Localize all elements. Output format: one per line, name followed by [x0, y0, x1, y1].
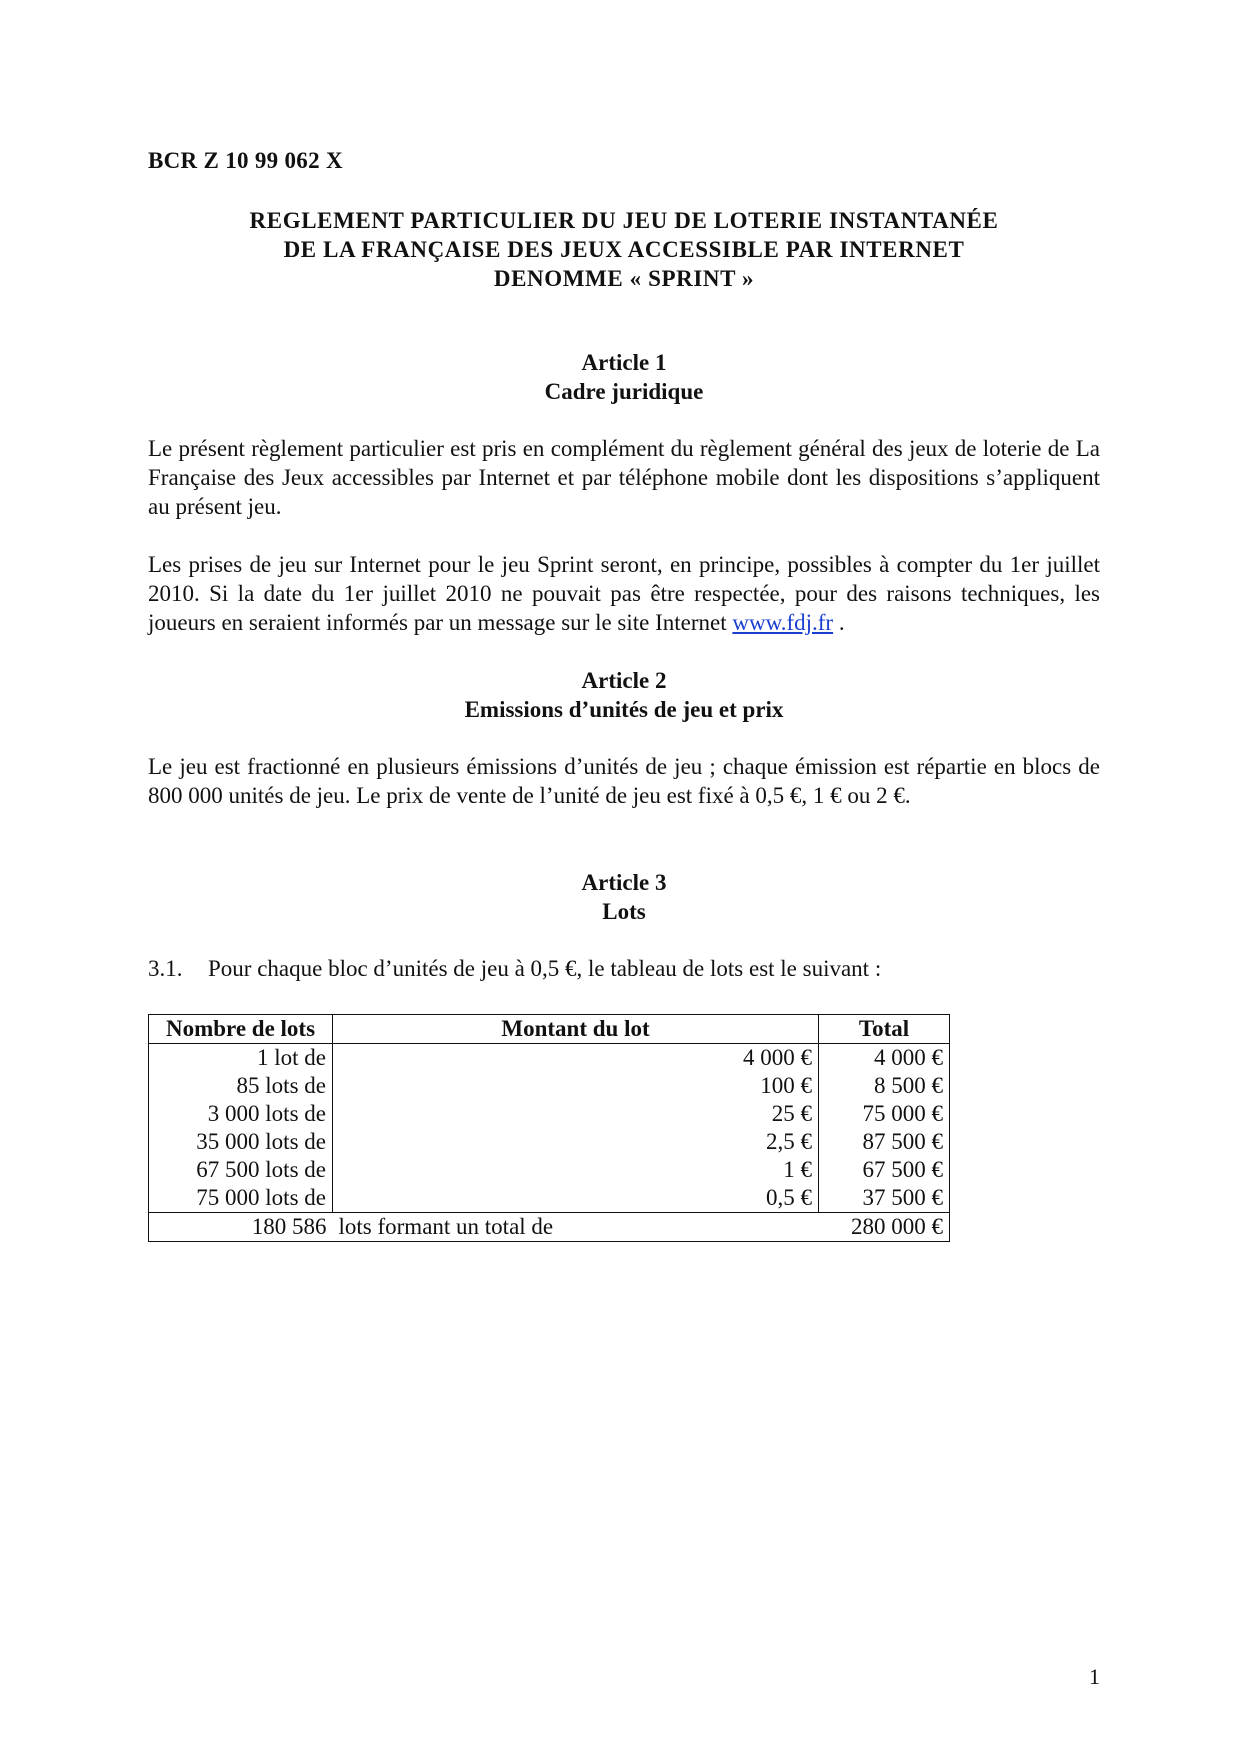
total-label: lots formant un total de: [333, 1213, 819, 1242]
article-1-paragraph-2: [148, 550, 1100, 637]
total-count: 180 586: [149, 1213, 333, 1242]
title-line-3: DENOMME « SPRINT »: [493, 266, 755, 291]
header-prize-amount: Montant du lot: [333, 1015, 819, 1044]
header-total: Total: [819, 1015, 950, 1044]
table-row: [149, 1128, 950, 1156]
cell-total: 75 000 €: [819, 1100, 950, 1128]
cell-count: 85 lots de: [149, 1072, 333, 1100]
cell-total: 4 000 €: [819, 1044, 950, 1073]
cell-count: 3 000 lots de: [149, 1100, 333, 1128]
prize-table: [148, 1014, 950, 1242]
header-number-of-prizes: Nombre de lots: [149, 1015, 333, 1044]
title-line-2: DE LA FRANÇAISE DES JEUX ACCESSIBLE PAR INTERNET: [283, 237, 965, 262]
table-row: [149, 1044, 950, 1073]
cell-total: 67 500 €: [819, 1156, 950, 1184]
subsection-text: Pour chaque bloc d’unités de jeu à 0,5 €, le tableau de lots est le suivant :: [208, 956, 882, 981]
article-1-number: Article 1: [581, 350, 667, 375]
cell-amount: 25 €: [333, 1100, 819, 1128]
article-2-header: [148, 666, 1100, 724]
cell-amount: 100 €: [333, 1072, 819, 1100]
cell-total: 8 500 €: [819, 1072, 950, 1100]
article-1-paragraph-2-text: Les prises de jeu sur Internet pour le jeu Sprint seront, en principe, possibles à compter du 1er juillet 2010. Si la date du 1er juillet 2010 ne pouvait pas être respectée, pour des raisons techniques, les joueurs en seraient informés par un message sur le site Internet: [148, 552, 1100, 635]
title-line-1: REGLEMENT PARTICULIER DU JEU DE LOTERIE INSTANTANÉE: [249, 208, 999, 233]
cell-count: 75 000 lots de: [149, 1184, 333, 1213]
article-1-paragraph-2-end: .: [833, 610, 845, 635]
cell-amount: 1 €: [333, 1156, 819, 1184]
article-2-number: Article 2: [581, 668, 667, 693]
cell-total: 37 500 €: [819, 1184, 950, 1213]
cell-count: 35 000 lots de: [149, 1128, 333, 1156]
grand-total: 280 000 €: [819, 1213, 950, 1242]
article-2-paragraph-1: Le jeu est fractionné en plusieurs émissions d’unités de jeu ; chaque émission est répartie en blocs de 800 000 unités de jeu. Le prix de vente de l’unité de jeu est fixé à 0,5 €, 1 € ou 2 €.: [148, 754, 1100, 808]
page-number: 1: [1089, 1664, 1100, 1689]
article-2-heading: Emissions d’unités de jeu et prix: [464, 697, 784, 722]
table-row: [149, 1156, 950, 1184]
table-row: [149, 1100, 950, 1128]
fdj-website-link[interactable]: www.fdj.fr: [732, 610, 834, 635]
article-3-header: [148, 868, 1100, 926]
document-page: [148, 0, 1100, 1755]
prize-table-total-row: [149, 1213, 950, 1242]
table-row: [149, 1072, 950, 1100]
cell-amount: 0,5 €: [333, 1184, 819, 1213]
article-1-paragraph-1: Le présent règlement particulier est pris en complément du règlement général des jeux de loterie de La Française des Jeux accessibles par Internet et par téléphone mobile dont les dispositions s’appliquent au présent jeu.: [148, 436, 1100, 519]
document-reference: BCR Z 10 99 062 X: [148, 148, 343, 173]
table-row: [149, 1184, 950, 1213]
cell-count: 67 500 lots de: [149, 1156, 333, 1184]
subsection-number: 3.1.: [148, 956, 183, 981]
document-title: [148, 206, 1100, 293]
cell-count: 1 lot de: [149, 1044, 333, 1073]
article-1-heading: Cadre juridique: [544, 379, 704, 404]
cell-amount: 2,5 €: [333, 1128, 819, 1156]
article-1-header: [148, 348, 1100, 406]
cell-amount: 4 000 €: [333, 1044, 819, 1073]
cell-total: 87 500 €: [819, 1128, 950, 1156]
article-3-subsection: [148, 954, 881, 983]
prize-table-header-row: [149, 1015, 950, 1044]
article-3-number: Article 3: [581, 870, 667, 895]
article-3-heading: Lots: [602, 899, 646, 924]
